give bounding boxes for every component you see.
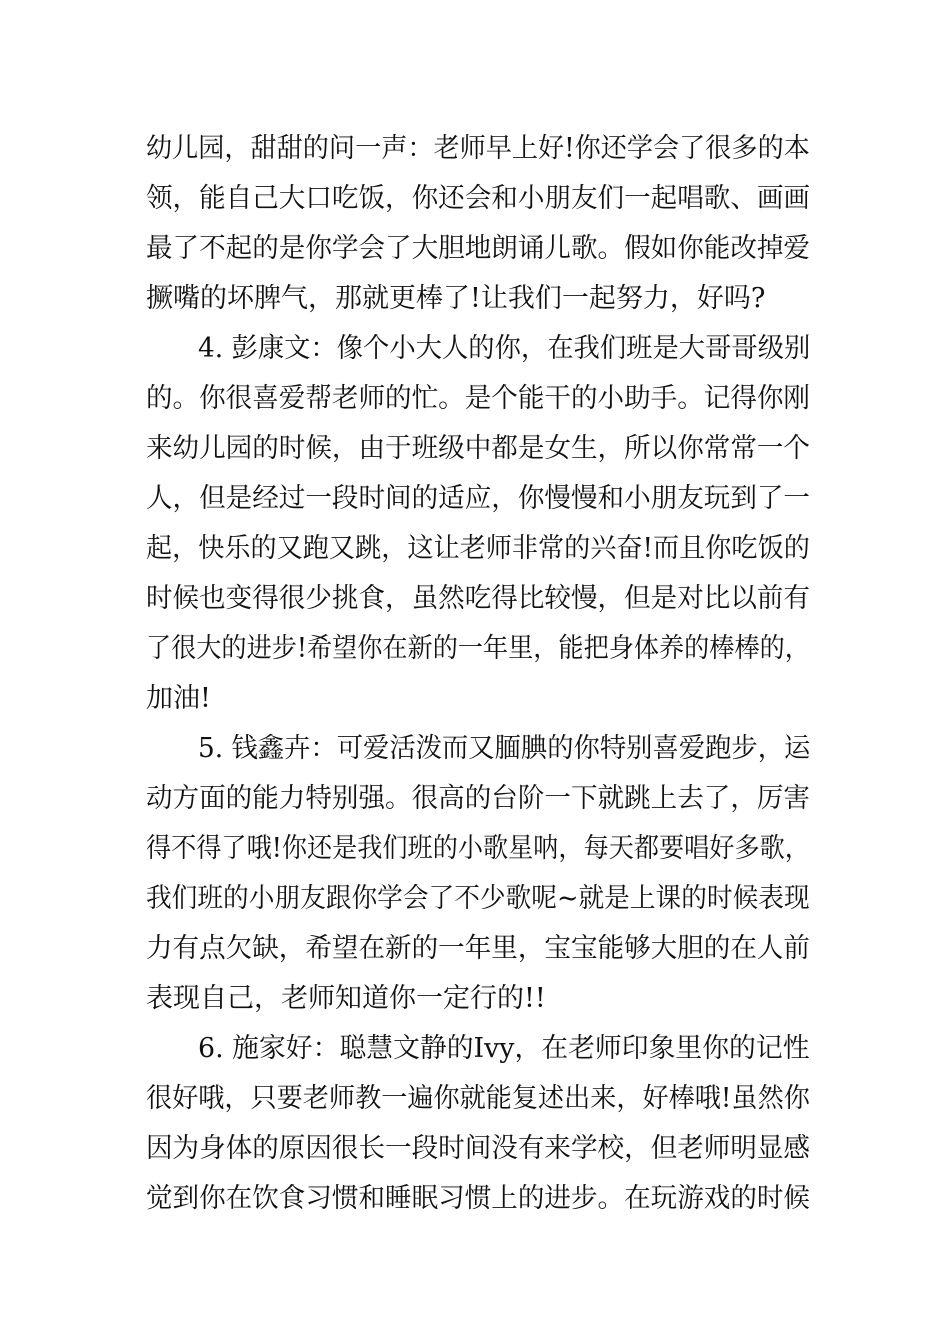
paragraph-start-line bbox=[0, 1024, 950, 1074]
text-line bbox=[0, 824, 950, 874]
text-line bbox=[0, 174, 950, 224]
text-line bbox=[0, 674, 950, 724]
text-line bbox=[0, 1074, 950, 1124]
paragraph-start-line bbox=[0, 724, 950, 774]
text-line-content: 6. 施家好：聪慧文静的Ivy，在老师印象里你的记性 bbox=[198, 1033, 810, 1064]
text-line bbox=[0, 524, 950, 574]
text-line bbox=[0, 574, 950, 624]
text-line bbox=[0, 774, 950, 824]
text-line bbox=[0, 224, 950, 274]
text-line-content: 表现自己，老师知道你一定行的!! bbox=[146, 983, 546, 1014]
text-line-content: 幼儿园，甜甜的问一声：老师早上好!你还学会了很多的本 bbox=[146, 133, 810, 164]
text-line-content: 很好哦，只要老师教一遍你就能复述出来，好棒哦!虽然你 bbox=[146, 1083, 810, 1114]
text-line-content: 因为身体的原因很长一段时间没有来学校，但老师明显感 bbox=[146, 1133, 810, 1164]
text-line bbox=[0, 924, 950, 974]
text-line bbox=[0, 424, 950, 474]
text-line-content: 我们班的小朋友跟你学会了不少歌呢~就是上课的时候表现 bbox=[146, 883, 810, 914]
text-line-content: 动方面的能力特别强。很高的台阶一下就跳上去了，厉害 bbox=[146, 783, 810, 814]
text-line bbox=[0, 374, 950, 424]
text-line-content: 时候也变得很少挑食，虽然吃得比较慢，但是对比以前有 bbox=[146, 583, 810, 614]
text-line-content: 4. 彭康文：像个小大人的你，在我们班是大哥哥级别 bbox=[198, 333, 811, 364]
text-line bbox=[0, 1174, 950, 1224]
text-line-content: 加油! bbox=[146, 683, 211, 714]
text-line-content: 撅嘴的坏脾气，那就更棒了!让我们一起努力，好吗? bbox=[146, 283, 766, 314]
text-line-content: 领，能自己大口吃饭，你还会和小朋友们一起唱歌、画画 bbox=[146, 183, 810, 214]
text-line-content: 力有点欠缺，希望在新的一年里，宝宝能够大胆的在人前 bbox=[146, 933, 810, 964]
text-line bbox=[0, 474, 950, 524]
text-line bbox=[0, 974, 950, 1024]
text-line-content: 来幼儿园的时候，由于班级中都是女生，所以你常常一个 bbox=[146, 433, 810, 464]
text-line bbox=[0, 274, 950, 324]
text-line bbox=[0, 124, 950, 174]
paragraph-start-line bbox=[0, 324, 950, 374]
text-line-content: 的。你很喜爱帮老师的忙。是个能干的小助手。记得你刚 bbox=[146, 383, 810, 414]
text-line bbox=[0, 1124, 950, 1174]
text-line-content: 最了不起的是你学会了大胆地朗诵儿歌。假如你能改掉爱 bbox=[146, 233, 810, 264]
text-line-content: 得不得了哦!你还是我们班的小歌星呐，每天都要唱好多歌， bbox=[146, 833, 810, 864]
text-line-content: 起，快乐的又跑又跳，这让老师非常的兴奋!而且你吃饭的 bbox=[146, 533, 810, 564]
text-line-content: 觉到你在饮食习惯和睡眠习惯上的进步。在玩游戏的时候 bbox=[146, 1183, 810, 1214]
text-line-content: 人，但是经过一段时间的适应，你慢慢和小朋友玩到了一 bbox=[146, 483, 810, 514]
text-line bbox=[0, 874, 950, 924]
text-line-content: 5. 钱鑫卉：可爱活泼而又腼腆的你特别喜爱跑步，运 bbox=[198, 733, 811, 764]
text-line bbox=[0, 624, 950, 674]
text-line-content: 了很大的进步!希望你在新的一年里，能把身体养的棒棒的， bbox=[146, 633, 810, 664]
